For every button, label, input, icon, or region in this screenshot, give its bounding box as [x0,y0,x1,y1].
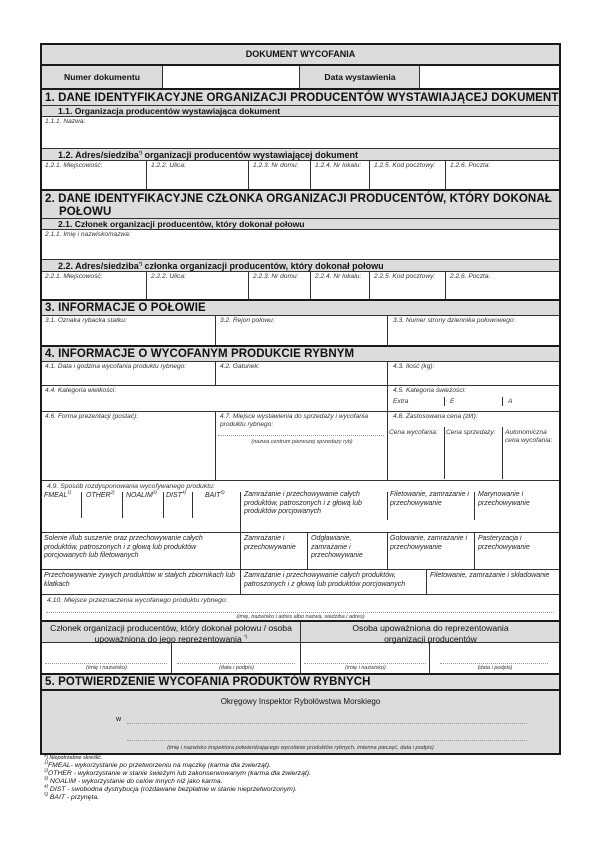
member-postcode-field[interactable] [369,272,445,299]
footnote-text: Niepotrzebne skreślić. [47,755,103,761]
signature-caption: (imię i nazwisko) [345,665,386,671]
section-5-header [42,673,559,689]
section-3-header [42,299,559,315]
signature-line [304,663,426,664]
divider [163,492,164,518]
member-post-office-field[interactable] [445,272,559,299]
rep-name-signature-field[interactable] [300,643,429,673]
doc-number-label-cell [42,66,162,88]
signature-caption: (data i podpis) [219,665,254,671]
subsection-1-2-title-a: 1.2. Adres/siedziba [58,150,139,160]
footnote-mark: *) [44,755,48,761]
member-city-field[interactable] [42,272,146,299]
org-postcode-label: 1.2.5. Kod pocztowy: [374,162,436,169]
footnote-mark: 5) [220,489,225,495]
signatures-header [42,620,559,642]
doc-number-label: Numer dokumentu [64,72,140,82]
sale-place-caption: (nazwa centrum pierwszej sprzedaży ryb) [251,439,353,445]
freshness-extra-option[interactable]: Extra [393,398,409,405]
code: OTHER [86,492,111,499]
section-5-title: 5. POTWIERDZENIE WYCOFANIA PRODUKTÓW RYBNYCH [45,676,371,688]
disposal-option-bait[interactable] [205,489,225,501]
size-category-label: 4.4. Kategoria wielkości: [45,387,117,394]
section-2-title-line2: POŁOWU [59,206,112,218]
inspector-location-line [127,723,527,724]
divider [240,570,241,594]
section-1-header [42,88,559,105]
issue-date-label: Data wystawienia [324,72,396,82]
divider [81,492,82,518]
org-name-field[interactable] [42,116,559,148]
divider [387,492,388,520]
footnote-mark: 1) [67,489,72,495]
footnote-mark: 2) [44,767,49,773]
disposal-option-dist[interactable] [166,489,186,501]
footnote-1 [44,759,271,770]
subsection-1-1-header [42,105,559,116]
disposal-option-live-storage[interactable]: Przechowywanie żywych produktów w stałych zbiornikach lub klatkach [44,572,236,588]
section-2-header [42,189,559,218]
price-label: 4.8. Zastosowana cena (zł/t): [393,413,478,420]
org-post-office-field[interactable] [445,161,559,189]
logbook-page-field[interactable] [387,316,559,345]
footnote-mark: 5) [44,791,49,797]
section-2-title-line1: 2. DANE IDENTYFIKACYJNE CZŁONKA ORGANIZACJI PRODUCENTÓW, KTÓRY DOKONAŁ [45,193,552,205]
disposal-option-freeze-whole[interactable]: Zamrażanie i przechowywanie całych produktów, patroszonych i z głową lub produktów porcjowanych [244,491,362,516]
member-name-label: 2.1.1. Imię i nazwisko/nazwa: [45,231,131,238]
section-4-header [42,345,559,361]
disposal-option-marinate[interactable]: Marynowanie i przechowywanie [478,491,530,507]
withdrawal-datetime-field[interactable] [42,362,215,385]
document-meta-row [42,64,559,88]
footnote-text: FMEAL- wykorzystanie po przetworzeniu na mączkę (karma dla zwierząt). [48,762,271,769]
footnote-3 [44,775,223,786]
footnote-mark: *) [138,150,142,155]
presentation-form-field[interactable] [42,412,215,480]
footnote-4 [44,783,297,794]
fishing-area-label: 3.2. Rejon połowu: [220,317,275,324]
disposal-option-freeze-store[interactable]: Zamrażanie i przechowywanie [244,535,296,551]
member-flat-no-field[interactable] [310,272,369,299]
member-street-label: 2.2.2. Ulica: [151,273,186,280]
org-street-field[interactable] [146,161,248,189]
divider [502,427,503,479]
size-category-field[interactable] [42,386,387,411]
code: DIST [166,492,182,499]
member-flat-no-label: 2.2.4. Nr lokalu: [315,273,362,280]
rep-date-signature-field[interactable] [429,643,559,673]
footnote-2 [44,767,311,778]
footnote-text: DIST - swobodna dystrybucja (rozdawane bezpłatnie w stanie nieprzetworzonym). [48,786,297,793]
disposal-row-3 [42,569,559,594]
org-post-office-label: 1.2.6. Poczta: [450,162,491,169]
divider [192,492,193,518]
subsection-2-2-header [42,259,559,271]
footnote-mark: 4) [44,783,49,789]
divider [474,492,475,520]
disposal-row-1 [42,480,559,532]
divider [387,533,388,569]
sale-price-label[interactable]: Cena sprzedaży: [446,429,496,436]
footnote-mark: *) [244,633,248,639]
code: NOALIM [126,492,153,499]
divider [240,533,241,569]
destination-field[interactable] [42,594,559,620]
inspector-location-label: w [116,716,122,723]
member-postcode-label: 2.2.5. Kod pocztowy: [374,273,436,280]
org-city-field[interactable] [42,161,146,189]
product-row-1 [42,361,559,385]
signature-caption: (imię i nazwisko) [86,665,127,671]
divider [502,397,503,406]
inspector-title: Okręgowy Inspektor Rybołówstwa Morskiego [220,697,381,706]
member-signature-title [42,623,300,644]
subsection-2-2-title [58,261,384,271]
inspector-signature-line [127,740,527,741]
price-field [387,412,559,480]
org-address-row [42,160,559,189]
sale-place-field[interactable] [215,412,387,480]
org-flat-no-field[interactable] [310,161,369,189]
org-name-label: 1.1.1. Nazwa: [45,118,86,125]
footnote-mark: 3) [152,489,157,495]
member-date-signature-field[interactable] [171,643,300,673]
document-title-bar [42,45,559,64]
inspector-confirmation-area[interactable] [42,689,559,753]
quantity-field[interactable] [387,362,559,385]
org-rep-title-cell [300,622,559,644]
subsection-1-2-title-b: organizacji producentów wystawiającej dokument [141,150,359,160]
freshness-e-option[interactable]: E [450,398,455,405]
section-4-title: 4. INFORMACJE O WYCOFANYM PRODUKCIE RYBNYM [45,348,355,360]
destination-label: 4.10. Miejsce przeznaczenia wycofanego produktu rybnego: [47,597,228,604]
disposal-option-salt-dry[interactable]: Solenie i/lub suszenie oraz przechowywanie całych produktów, patroszonych i z głową lub produktów porcjowanych lub filetowanych [44,535,203,560]
withdrawal-datetime-label: 4.1. Data i godzina wycofania produktu rybnego: [45,363,187,370]
logbook-page-label: 3.3. Numer strony dziennika połowowego: [393,317,516,324]
disposal-row-2 [42,532,559,569]
disposal-method-label: 4.9. Sposób rozdysponowania wycofywanego produktu: [47,483,215,490]
sale-place-line [218,435,384,436]
org-postcode-field[interactable] [369,161,445,189]
species-field[interactable] [215,362,387,385]
divider [307,533,308,569]
org-rep-signature-title: Osoba upoważniona do reprezentowania organizacji producentów [352,623,509,644]
subsection-1-2-header [42,148,559,160]
member-address-row [42,271,559,299]
disposal-option-fillet-store[interactable]: Filetowanie, zamrażanie i składowanie [430,572,550,579]
code: FMEAL [44,492,68,499]
footnote-mark: 1) [44,759,49,765]
footnote-mark: *) [138,261,142,266]
disposal-option-freeze-whole-2[interactable]: Zamrażanie i przechowywanie całych produktów, patroszonych i z głową lub produktów porcjowanych [244,572,406,588]
org-street-label: 1.2.2. Ulica: [151,162,186,169]
disposal-option-fillet-freeze[interactable]: Filetowanie, zamrażanie i przechowywanie [390,491,469,507]
footnote-mark: 2) [110,489,115,495]
product-row-3 [42,411,559,480]
freshness-category-field [387,386,559,411]
divider [426,570,427,594]
org-house-no-field[interactable] [248,161,310,189]
subsection-2-2-title-a: 2.2. Adres/siedziba [58,261,139,271]
member-house-no-label: 2.2.3. Nr domu: [253,273,299,280]
signature-line [177,663,295,664]
withdrawal-document-form [40,43,561,755]
divider [444,397,445,406]
divider [444,427,445,479]
document-title: DOKUMENT WYCOFANIA [245,49,356,59]
footnote-5 [44,791,100,802]
vessel-mark-label: 3.1. Oznaka rybacka statku: [45,317,127,324]
product-row-2 [42,385,559,411]
member-house-no-field[interactable] [248,272,310,299]
section-1-title: 1. DANE IDENTYFIKACYJNE ORGANIZACJI PRODUCENTÓW WYSTAWIAJĄCEJ DOKUMENT [45,92,559,104]
disposal-option-fmeal[interactable] [44,489,72,501]
species-label: 4.2. Gatunek: [220,363,260,370]
member-post-office-label: 2.2.6. Poczta: [450,273,491,280]
inspector-caption: (imię i nazwisko inspektora potwierdzającego wycofanie produktów rybnych, imienna pieczęć, data i podpis) [167,745,434,751]
divider [240,492,241,533]
vessel-mark-field[interactable] [42,316,215,345]
org-house-no-label: 1.2.3. Nr domu: [253,162,299,169]
subsection-1-2-title [58,150,358,160]
destination-caption: (imię, nazwisko i adres albo nazwa, siedziba i adres) [236,614,365,620]
footnote-text: OTHER - wykorzystanie w stanie świeżym lub zakonserwowanym (karma dla zwierząt). [48,770,311,777]
sale-place-label: 4.7. Miejsce wystawienia do sprzedaży i wycofania produktu rybnego: [220,413,369,428]
issue-date-input[interactable] [419,66,559,88]
member-name-signature-field[interactable] [42,643,171,673]
subsection-1-1-title: 1.1. Organizacja producentów wystawiająca dokument [58,106,281,116]
disposal-option-noalim[interactable] [126,489,157,501]
org-flat-no-label: 1.2.4. Nr lokalu: [315,162,362,169]
member-city-label: 2.2.1. Miejscowość: [45,273,103,280]
footnote-text: NOALIM - wykorzystanie do celów innych niż jako karma. [48,778,223,785]
destination-line [46,612,554,613]
section-3-title: 3. INFORMACJE O POŁOWIE [45,302,206,314]
withdrawal-price-label[interactable]: Cena wycofania: [389,429,438,436]
member-name-field[interactable] [42,229,559,259]
disposal-option-other[interactable] [86,489,115,501]
freshness-category-label: 4.5. Kategoria świeżości: [393,387,466,394]
subsection-2-1-header [42,218,559,229]
doc-number-input[interactable] [162,66,299,88]
footnote-mark: 4) [181,489,186,495]
autonomous-price-label[interactable]: Autonomiczna cena wycofania: [505,429,553,444]
divider [474,533,475,569]
catch-info-row [42,315,559,345]
subsection-2-1-title: 2.1. Członek organizacji producentów, który dokonał połowu [58,219,305,229]
footnote-text: BAIT - przynęta. [48,794,100,801]
footnote-mark: 3) [44,775,49,781]
disposal-option-behead-freeze[interactable]: Odgławianie, zamrażanie i przechowywanie [311,535,363,560]
signature-caption: (data i podpis) [477,665,513,671]
presentation-form-label: 4.6. Forma prezentacji (postać): [45,413,139,420]
code: BAIT [205,492,221,499]
signatures-row [42,642,559,673]
signature-line [440,663,548,664]
disposal-option-pasteurize[interactable]: Pasteryzacja i przechowywanie [478,535,530,551]
org-city-label: 1.2.1. Miejscowość: [45,162,103,169]
fishing-area-field[interactable] [215,316,387,345]
member-street-field[interactable] [146,272,248,299]
issue-date-label-cell [299,66,419,88]
disposal-option-cook-freeze[interactable]: Gotowanie, zamrażanie i przechowywanie [390,535,468,551]
subsection-2-2-title-b: członka organizacji producentów, który dokonał połowu [141,261,384,271]
divider [122,492,123,518]
freshness-a-option[interactable]: A [508,398,513,405]
quantity-label: 4.3. Ilość (kg): [393,363,435,370]
member-signature-title-text: Członek organizacji producentów, który dokonał połowu / osoba upoważniona do jego reprezentowania [50,623,292,644]
signature-line [45,663,167,664]
